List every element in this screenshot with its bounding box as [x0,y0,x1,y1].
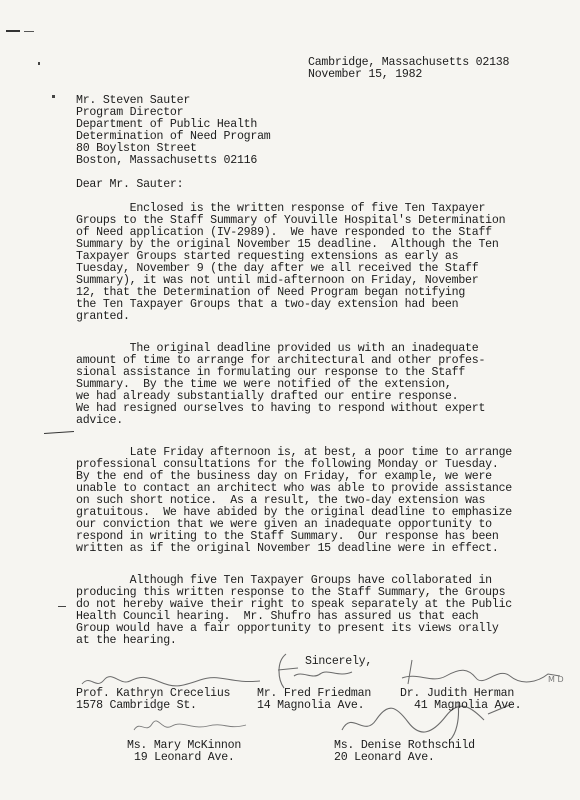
sender-address: Cambridge, Massachusetts 02138 [308,56,510,69]
paragraph-line: gratuitous. We have abided by the original deadline to emphasize [76,506,512,519]
scan-mark-top-dash [24,31,34,32]
paragraph-line: Health Council hearing. Mr. Shufro has assured us that each [76,610,479,623]
scan-mark-margin-3 [52,95,55,98]
paragraph-line: the Ten Taxpayer Groups that a two-day extension had been [76,298,459,311]
signatory-address: 14 Magnolia Ave. [257,699,365,712]
paragraph-line: Summary by the original November 15 deadline. Although the Ten [76,238,499,251]
paragraph-line: written as if the original November 15 deadline were in effect. [76,542,499,555]
letter-date: November 15, 1982 [308,68,423,81]
paragraph-line: Groups to the Staff Summary of Youville Hospital's Determination [76,214,506,227]
paragraph-line: Late Friday afternoon is, at best, a poor time to arrange [76,446,512,459]
signatory-address: 1578 Cambridge St. [76,699,197,712]
paragraph-line: producing this written response to the Staff Summary, the Groups [76,586,506,599]
paragraph-line: By the end of the business day on Friday, for example, we were [76,470,492,483]
scan-mark-top [6,30,20,32]
paragraph-line: Taxpayer Groups started requesting extensions as early as [76,250,459,263]
paragraph-line: unable to contact an architect who was able to provide assistance [76,482,512,495]
scan-mark-margin-4 [44,431,74,434]
scan-mark-margin-5 [58,606,66,607]
paragraph-line: amount of time to arrange for architectural and other profes- [76,354,486,367]
paragraph-line: We had resigned ourselves to having to respond without expert [76,402,486,415]
paragraph-line: 12, that the Determination of Need Program began notifying [76,286,466,299]
paragraph-line: advice. [76,414,123,427]
paragraph-line: The original deadline provided us with an inadequate [76,342,479,355]
paragraph-line: of Need application (IV-2989). We have responded to the Staff [76,226,492,239]
paragraph-line: granted. [76,310,130,323]
signatory-name: Dr. Judith Herman [400,687,515,700]
paragraph-line: our conviction that we were given an inadequate opportunity to [76,518,492,531]
signature-mckinnon [132,718,252,741]
signatory-name: Ms. Mary McKinnon [127,739,242,752]
recipient-program: Determination of Need Program [76,130,271,143]
recipient-street: 80 Boylston Street [76,142,197,155]
signatory-address: 20 Leonard Ave. [334,751,435,764]
paragraph-line: Summary), it was not until mid-afternoon on Friday, November [76,274,479,287]
paragraph-line: Tuesday, November 9 (the day after we all received the Staff [76,262,479,275]
paragraph-line: respond in writing to the Staff Summary. Our response has been [76,530,499,543]
paragraph-line: we had already substantially drafted our entire response. [76,390,459,403]
signatory-name: Prof. Kathryn Crecelius [76,687,231,700]
svg-text:M D: M D [548,675,564,684]
paragraph-line: Summary. By the time we were notified of the extension, [76,378,452,391]
paragraph-line: on such short notice. As a result, the two-day extension was [76,494,486,507]
signatory-address: 41 Magnolia Ave. [414,699,522,712]
signatory-name: Ms. Denise Rothschild [334,739,475,752]
paragraph-line: sional assistance in formulating our response to the Staff [76,366,466,379]
paragraph-line: professional consultations for the following Monday or Tuesday. [76,458,499,471]
scan-mark-margin-2 [38,62,40,65]
paragraph-line: Although five Ten Taxpayer Groups have collaborated in [76,574,492,587]
signatory-name: Mr. Fred Friedman [257,687,372,700]
recipient-title: Program Director [76,106,184,119]
closing: Sincerely, [305,655,373,668]
recipient-department: Department of Public Health [76,118,258,131]
paragraph-line: at the hearing. [76,634,177,647]
paragraph-line: Group would have a fair opportunity to present its views orally [76,622,499,635]
recipient-city: Boston, Massachusetts 02116 [76,154,258,167]
paragraph-line: do not hereby waive their right to speak separately at the Public [76,598,512,611]
signatory-address: 19 Leonard Ave. [134,751,235,764]
salutation: Dear Mr. Sauter: [76,178,184,191]
paragraph-line: Enclosed is the written response of five Ten Taxpayer [76,202,486,215]
recipient-name: Mr. Steven Sauter [76,94,191,107]
